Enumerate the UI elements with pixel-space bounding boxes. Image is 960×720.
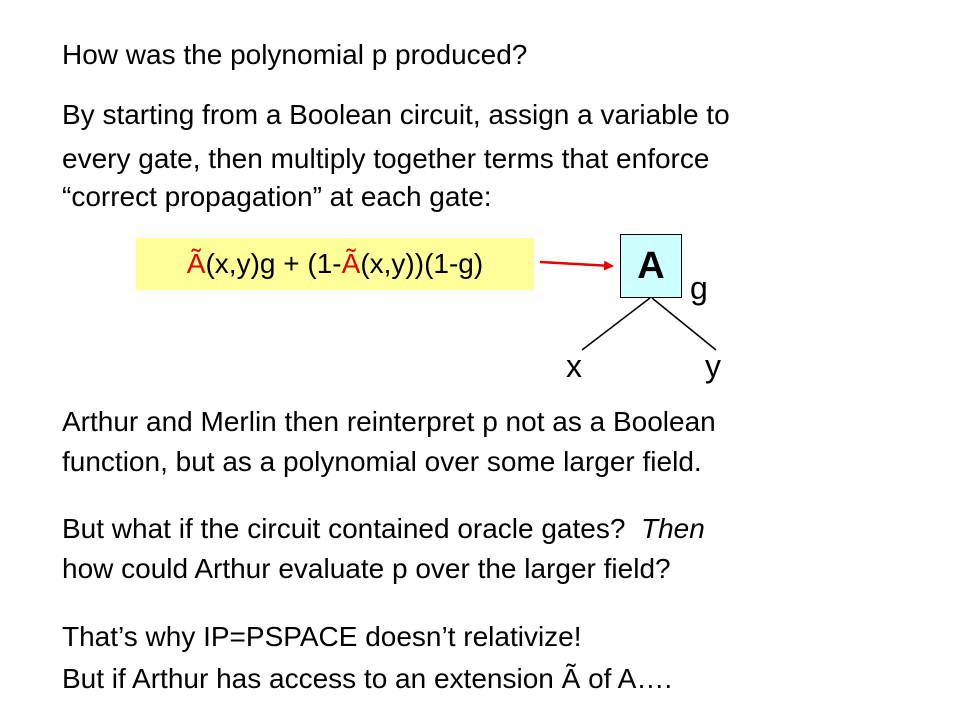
gate-input-x-label: x [566, 348, 582, 384]
conclusion-line-2: But if Arthur has access to an extension Ã of A…. [62, 663, 673, 694]
reinterpret-line-2: function, but as a polynomial over some larger field. [62, 446, 702, 477]
atilde-symbol: Ã [341, 248, 361, 279]
intro-line-1: By starting from a Boolean circuit, assign a variable to [62, 99, 730, 130]
conclusion-line-1: That’s why IP=PSPACE doesn’t relativize! [62, 621, 582, 652]
intro-line-2: every gate, then multiply together terms that enforce [62, 143, 710, 174]
oracle-gate-box: A [620, 234, 682, 298]
atilde-symbol: Ã [186, 248, 206, 279]
question-text: How was the polynomial p produced? [62, 39, 528, 70]
reinterpret-line-1: Arthur and Merlin then reinterpret p not as a Boolean [62, 406, 716, 437]
wire-left [582, 298, 650, 350]
oracle-question-then: Then [641, 513, 705, 544]
oracle-question-line-2: how could Arthur evaluate p over the larger field? [62, 553, 671, 584]
oracle-question-line-1 [62, 510, 705, 548]
gate-output-label: g [690, 270, 708, 306]
gate-input-y-label: y [705, 348, 721, 384]
formula-part-1: (x,y)g + (1- [205, 248, 342, 279]
oracle-question-start: But what if the circuit contained oracle gates? [62, 513, 641, 544]
intro-line-3: “correct propagation” at each gate: [62, 181, 492, 212]
formula-part-2: (x,y))(1-g) [360, 248, 484, 279]
formula-arrow [540, 262, 612, 266]
